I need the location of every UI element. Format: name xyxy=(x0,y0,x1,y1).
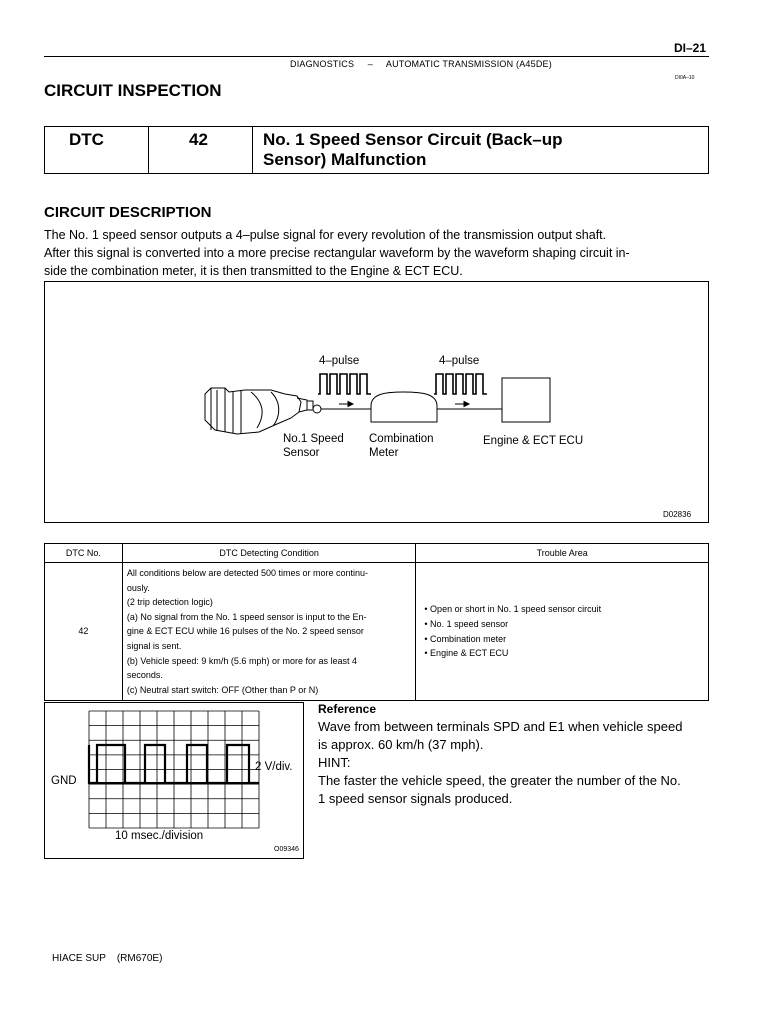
dtc-label: DTC xyxy=(45,127,149,173)
reference-line-1: Wave from between terminals SPD and E1 when vehicle speed xyxy=(318,719,683,734)
header-dtc-no: DTC No. xyxy=(45,544,123,563)
dtc-table xyxy=(44,543,709,701)
header-rule xyxy=(44,56,709,57)
header-detecting-condition: DTC Detecting Condition xyxy=(122,544,416,563)
ecu-box xyxy=(502,378,550,422)
dtc-code: 42 xyxy=(149,127,253,173)
dtc-title xyxy=(253,127,708,173)
trouble-area-cell xyxy=(416,563,709,701)
diagram-figure-code: D02836 xyxy=(663,510,692,519)
condition-line: (b) Vehicle speed: 9 km/h (5.6 mph) or more for as least 4 xyxy=(126,655,357,666)
sensor-label xyxy=(283,432,344,460)
gnd-label: GND xyxy=(51,775,77,787)
condition-line: gine & ECT ECU while 16 pulses of the No. 2 speed sensor xyxy=(126,626,364,637)
circuit-diagram-drawing xyxy=(45,282,708,522)
page-title: CIRCUIT INSPECTION xyxy=(44,81,222,100)
oscilloscope-figure xyxy=(44,702,304,859)
circuit-description-text xyxy=(44,226,712,280)
circuit-diagram xyxy=(44,281,709,523)
dtc-title-box xyxy=(44,126,709,174)
meter-label-line-2: Meter xyxy=(369,447,399,459)
circuit-description-heading: CIRCUIT DESCRIPTION xyxy=(44,204,212,221)
sensor-label-line-2: Sensor xyxy=(283,447,320,459)
reference-block xyxy=(318,700,718,808)
trouble-area-item: • Engine & ECT ECU xyxy=(424,648,509,659)
condition-line: ously. xyxy=(126,582,150,593)
description-line-1: The No. 1 speed sensor outputs a 4–pulse signal for every revolution of the transmission output shaft. xyxy=(44,228,607,242)
pulse-label-right: 4–pulse xyxy=(439,355,480,367)
trouble-area-item: • Combination meter xyxy=(424,633,507,644)
dtc-title-line-2: Sensor) Malfunction xyxy=(263,150,427,169)
reference-line-4: 1 speed sensor signals produced. xyxy=(318,791,513,806)
hint-label: HINT: xyxy=(318,755,351,770)
header-trouble-area: Trouble Area xyxy=(416,544,709,563)
description-line-2: After this signal is converted into a more precise rectangular waveform by the waveform shaping circuit in- xyxy=(44,246,630,260)
volt-per-div-label: 2 V/div. xyxy=(255,761,293,773)
scope-grid xyxy=(89,711,259,828)
reference-line-3: The faster the vehicle speed, the greater the number of the No. xyxy=(318,773,681,788)
dtc-title-line-1: No. 1 Speed Sensor Circuit (Back–up xyxy=(263,130,563,149)
pulse-waveform-right xyxy=(434,374,487,394)
ecu-label: Engine & ECT ECU xyxy=(483,435,584,447)
dtc-number-cell: 42 xyxy=(45,563,123,701)
condition-line: (2 trip detection logic) xyxy=(126,597,213,608)
reference-heading: Reference xyxy=(318,702,377,716)
description-line-3: side the combination meter, it is then transmitted to the Engine & ECT ECU. xyxy=(44,264,463,278)
meter-label xyxy=(369,432,434,460)
meter-label-line-1: Combination xyxy=(369,433,434,445)
page-number: DI–21 xyxy=(673,41,706,55)
condition-line: (c) Neutral start switch: OFF (Other than P or N) xyxy=(126,684,319,695)
footer-text: HIACE SUP (RM670E) xyxy=(52,953,163,964)
combination-meter-shape xyxy=(371,392,437,422)
scope-figure-code: O09346 xyxy=(274,846,299,853)
reference-line-2: is approx. 60 km/h (37 mph). xyxy=(318,737,484,752)
condition-line: seconds. xyxy=(126,670,163,681)
condition-line: (a) No signal from the No. 1 speed sensor is input to the En- xyxy=(126,611,367,622)
time-per-div-label: 10 msec./division xyxy=(115,830,204,842)
trouble-area-item: • Open or short in No. 1 speed sensor circuit xyxy=(424,604,602,615)
section-title: DIAGNOSTICS – AUTOMATIC TRANSMISSION (A45DE) xyxy=(290,59,552,69)
condition-line: All conditions below are detected 500 times or more continu- xyxy=(126,568,369,578)
transmission-illustration xyxy=(205,388,321,434)
table-row xyxy=(45,563,709,701)
pulse-label-left: 4–pulse xyxy=(319,355,360,367)
pulse-waveform-left xyxy=(318,374,371,394)
dtc-table-header-row xyxy=(45,544,709,563)
trouble-area-item: • No. 1 speed sensor xyxy=(424,619,509,630)
condition-line: signal is sent. xyxy=(126,640,182,651)
detecting-condition-cell xyxy=(122,563,416,701)
sensor-label-line-1: No.1 Speed xyxy=(283,433,344,445)
doc-code: DI0A–10 xyxy=(675,75,695,81)
